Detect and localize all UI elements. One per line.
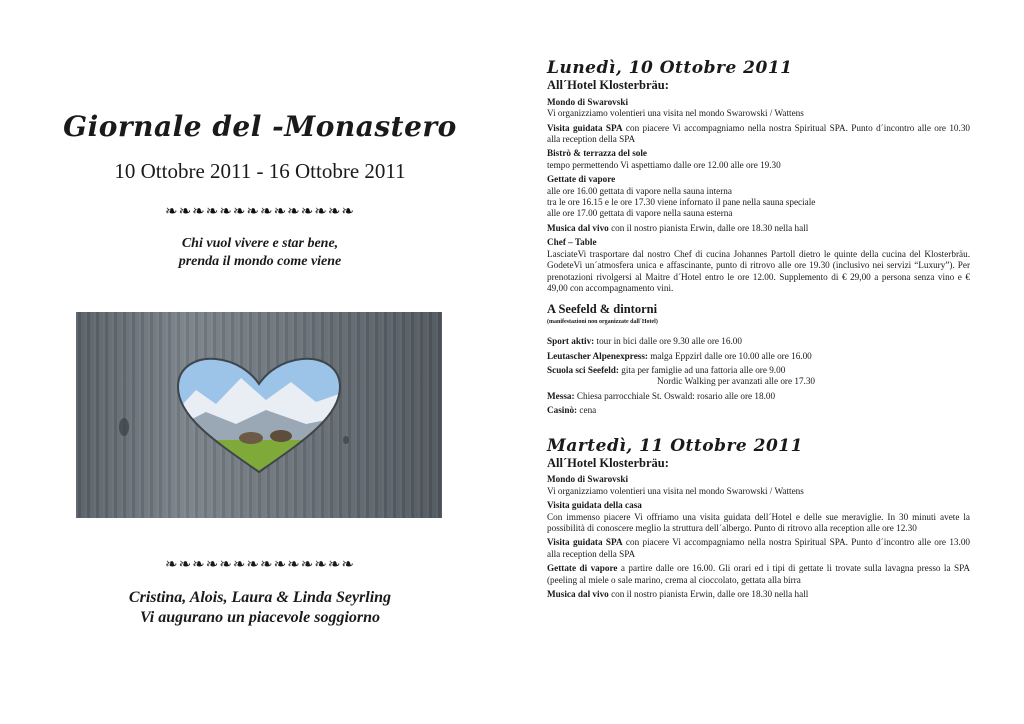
- signature-names: Cristina, Alois, Laura & Linda Seyrling: [128, 589, 392, 606]
- motto-line-1: Chi vuol vivere e star bene,: [181, 236, 339, 251]
- event-title: Leutascher Alpenexpress:: [547, 350, 648, 361]
- signature-greeting: Vi augurano un piacevole soggiorno: [139, 609, 381, 626]
- hotel-subheading: All´Hotel Klosterbräu:: [547, 455, 669, 470]
- event-title: Visita guidata SPA: [547, 537, 623, 548]
- event-text: Con immenso piacere Vi offriamo una visita guidata dell´Hotel e delle sue meraviglie. In 30 minuti avete la possibilità di conoscere meglio la struttura dell´albergo. Punto di ritrovo alla reception alle ore 12.30: [547, 511, 970, 533]
- event-live-music: [547, 223, 970, 234]
- event-title: Musica dal vivo: [547, 589, 609, 600]
- event-spa: [547, 123, 970, 146]
- newsletter-title: Giornale del -Monastero: [63, 110, 457, 143]
- event-text: con piacere Vi accompagniamo nella nostra Spiritual SPA. Punto d´incontro alle ore 13.00 alla reception della SPA: [547, 537, 971, 559]
- event-text: LasciateVi trasportare dal nostro Chef di cucina Johannes Partoll dietro le quinte della cucina del Klosterbräu. GodeteVi un´atmosfera unica e affascinante, punto di ritrovo alle ore 19.30 (inclusivo nei servizi “Luxury”). Per prenotazioni rivolgersi al Maitre d´Hotel entro le ore 12.00. Supplemento di € 29,00 a persona senza vino e € 49,00 con accompagnamento vini.: [547, 248, 970, 293]
- event-leutasch: [547, 351, 970, 362]
- hotel-subheading: All´Hotel Klosterbräu:: [547, 78, 669, 93]
- event-nordic-walking: Nordic Walking per avanzati alle ore 17.30: [657, 376, 816, 387]
- event-text: malga Eppzirl dalle ore 10.00 alle ore 16.00: [647, 350, 812, 361]
- event-text: con il nostro pianista Erwin, dalle ore 18.30 nella hall: [608, 222, 809, 233]
- event-title: Bistrò & terrazza del sole: [547, 148, 648, 159]
- date-range: 10 Ottobre 2011 - 16 Ottobre 2011: [114, 159, 406, 183]
- event-text: a partire dalle ore 16.00. Gli orari ed i tipi di gettate li trovate sulla lavagna presso la SPA (peeling al miele o sale marino, crema al cioccolato, gettata alla birra: [547, 563, 970, 585]
- event-text: Vi organizziamo volentieri una visita nel mondo Swarowski / Wattens: [547, 108, 804, 119]
- event-sport: [547, 336, 970, 347]
- event-title: Gettate di vapore: [547, 174, 616, 185]
- event-title: Mondo di Swarovski: [547, 96, 629, 107]
- event-title: Casinò:: [547, 405, 578, 416]
- day-heading-monday: Lunedì, 10 Ottobre 2011: [547, 58, 793, 78]
- cover-column: [60, 110, 460, 271]
- heart-wood-photo: [76, 312, 442, 518]
- event-text: cena: [577, 405, 597, 416]
- seefeld-subheading: A Seefeld & dintorni: [547, 302, 658, 317]
- event-text: tour in bici dalle ore 9.30 alle ore 16.00: [594, 336, 742, 347]
- event-text: alle ore 17.00 gettata di vapore nella sauna esterna: [547, 208, 733, 219]
- event-title: Messa:: [547, 390, 575, 401]
- event-mass: [547, 391, 970, 402]
- event-ski-school: [547, 365, 970, 376]
- event-text: tempo permettendo Vi aspettiamo dalle ore 12.00 alle ore 19.30: [547, 159, 781, 170]
- day-heading-tuesday: Martedì, 11 Ottobre 2011: [547, 435, 803, 456]
- event-steam: [547, 563, 970, 586]
- event-spa: [547, 537, 970, 560]
- event-casino: [547, 405, 970, 416]
- ornament-divider: ❧❧❧❧❧❧❧❧❧❧❧❧❧❧: [165, 204, 355, 220]
- ornament-divider-bottom: ❧❧❧❧❧❧❧❧❧❧❧❧❧❧: [165, 557, 355, 573]
- event-text: con piacere Vi accompagniamo nella nostra Spiritual SPA. Punto d´incontro alle ore 10.30 alla reception della SPA: [547, 122, 971, 145]
- event-steam: [547, 174, 970, 220]
- event-text: con il nostro pianista Erwin, dalle ore 18.30 nella hall: [608, 589, 809, 600]
- event-text: Vi organizziamo volentieri una visita nel mondo Swarowski / Wattens: [547, 485, 804, 496]
- program-column: [547, 58, 971, 603]
- event-swarovski: [547, 97, 970, 120]
- event-chef-table: [547, 237, 970, 294]
- event-title: Scuola sci Seefeld:: [547, 364, 619, 375]
- event-text: Chiesa parrocchiale St. Oswald: rosario alle ore 18.00: [574, 390, 776, 401]
- event-title: Chef – Table: [547, 237, 597, 248]
- event-title: Mondo di Swarovski: [547, 474, 629, 485]
- event-text: gita per famiglie ad una fattoria alle ore 9.00: [618, 364, 786, 375]
- event-bistro: [547, 148, 970, 171]
- event-house-tour: [547, 500, 970, 534]
- motto-line-2: prenda il mondo come viene: [178, 254, 342, 269]
- event-title: Gettate di vapore: [547, 563, 618, 574]
- event-text: alle ore 16.00 gettata di vapore nella sauna interna: [547, 185, 732, 196]
- seefeld-note: (manifestazioni non organizzate dall´Hotel): [547, 318, 658, 325]
- event-title: Visita guidata SPA: [547, 122, 623, 133]
- motto: [60, 235, 460, 271]
- event-text: tra le ore 16.15 e le ore 17.30 viene infornato il pane nella sauna speciale: [547, 197, 816, 208]
- event-live-music: [547, 589, 970, 600]
- event-title: Musica dal vivo: [547, 222, 609, 233]
- event-swarovski: [547, 474, 970, 497]
- event-title: Visita guidata della casa: [547, 500, 642, 511]
- heart-cutout-illustration: [76, 312, 442, 518]
- event-title: Sport aktiv:: [547, 336, 595, 347]
- signature-block: [60, 588, 460, 628]
